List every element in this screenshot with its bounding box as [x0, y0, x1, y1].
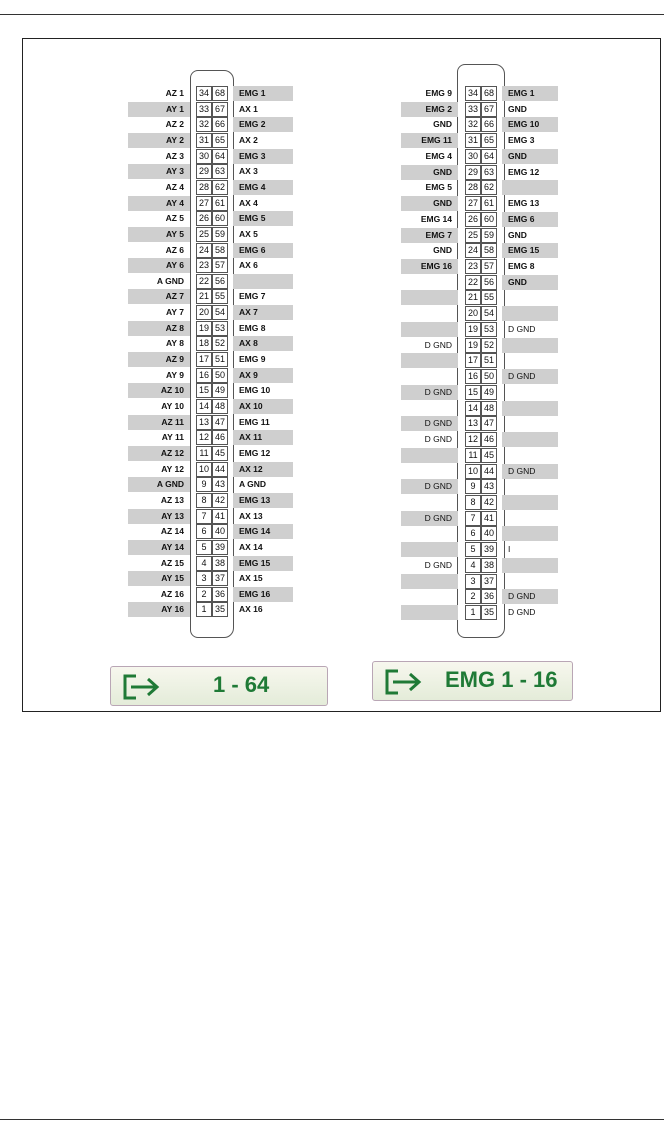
pin-number: 61: [212, 196, 228, 211]
pin-number: 19: [196, 321, 212, 336]
pin-label-left: AZ 11: [128, 415, 190, 430]
pin-number: 66: [481, 117, 497, 132]
pin-label-left: AY 14: [128, 540, 190, 555]
pin-number: 23: [465, 259, 481, 274]
pin-number: 18: [196, 336, 212, 351]
pin-label-right: [502, 432, 558, 447]
pin-label-left: EMG 5: [425, 182, 452, 193]
pin-label-right: EMG 10: [239, 385, 271, 396]
pin-label-right: A GND: [239, 479, 267, 490]
pin-label-left: AY 7: [166, 307, 184, 318]
pin-label-left: AY 13: [128, 509, 190, 524]
pin-number: 35: [212, 602, 228, 617]
pin-number: 56: [481, 275, 497, 290]
pin-number: 38: [481, 558, 497, 573]
pin-label-left: AZ 10: [128, 383, 190, 398]
pin-label-right: AX 9: [233, 368, 293, 383]
pin-label-right: D GND: [502, 464, 558, 479]
pin-number: 55: [481, 290, 497, 305]
pin-label-left: D GND: [424, 559, 452, 570]
pin-label-right: EMG 15: [233, 556, 293, 571]
pin-label-left: AZ 6: [165, 244, 184, 255]
pin-label-right: EMG 10: [502, 117, 558, 132]
footer-rule: [0, 1119, 664, 1120]
pin-number: 65: [481, 133, 497, 148]
pin-number: 9: [465, 479, 481, 494]
pin-label-left: D GND: [401, 479, 458, 494]
pin-number: 58: [481, 243, 497, 258]
pin-number: 15: [465, 385, 481, 400]
pin-label-right: AX 8: [233, 336, 293, 351]
pin-number: 8: [196, 493, 212, 508]
pin-number: 47: [481, 416, 497, 431]
pin-label-right: [502, 353, 558, 368]
pin-number: 25: [465, 228, 481, 243]
pin-label-right: EMG 12: [239, 447, 271, 458]
pin-label-right: EMG 6: [233, 243, 293, 258]
pin-label-right: [502, 479, 558, 494]
pin-number: 10: [196, 462, 212, 477]
badge-left: [110, 666, 328, 706]
pin-number: 2: [465, 589, 481, 604]
pin-label-right: [502, 574, 558, 589]
pin-number: 20: [465, 306, 481, 321]
pin-label-left: AZ 4: [165, 181, 184, 192]
pin-number: 36: [481, 589, 497, 604]
pin-label-left: AY 15: [128, 571, 190, 586]
pin-label-left: [401, 353, 458, 368]
pin-label-left: EMG 11: [401, 133, 458, 148]
pin-number: 48: [481, 401, 497, 416]
pin-label-right: AX 11: [233, 430, 293, 445]
pin-label-left: [401, 542, 458, 557]
pin-number: 7: [196, 509, 212, 524]
pin-label-right: EMG 13: [233, 493, 293, 508]
pin-label-right: D GND: [502, 589, 558, 604]
pin-number: 7: [465, 511, 481, 526]
pin-number: 13: [196, 415, 212, 430]
pin-label-left: AY 8: [166, 338, 184, 349]
pin-label-right: EMG 4: [233, 180, 293, 195]
pin-label-right: [502, 416, 558, 431]
pin-number: 53: [212, 321, 228, 336]
pin-label-right: AX 3: [239, 166, 258, 177]
pin-number: 28: [196, 180, 212, 195]
pin-label-right: I: [508, 544, 511, 555]
pin-label-right: [502, 385, 558, 400]
pin-number: 54: [212, 305, 228, 320]
pin-number: 44: [212, 462, 228, 477]
pin-number: 60: [212, 211, 228, 226]
pin-number: 11: [196, 446, 212, 461]
badge-right: [372, 661, 573, 701]
pin-label-right: EMG 3: [508, 135, 535, 146]
pin-label-left: AY 3: [128, 164, 190, 179]
pin-number: 45: [212, 446, 228, 461]
pin-number: 29: [465, 165, 481, 180]
pin-label-left: D GND: [424, 339, 452, 350]
pin-number: 57: [212, 258, 228, 273]
pin-number: 32: [196, 117, 212, 132]
output-arrow-icon: [383, 668, 427, 696]
pin-number: 51: [481, 353, 497, 368]
pin-number: 14: [465, 401, 481, 416]
pin-number: 52: [212, 336, 228, 351]
pin-label-left: AZ 8: [128, 321, 190, 336]
pin-number: 46: [481, 432, 497, 447]
pin-label-left: EMG 7: [401, 228, 458, 243]
pin-label-right: AX 12: [233, 462, 293, 477]
pin-number: 62: [212, 180, 228, 195]
pin-number: 34: [465, 86, 481, 101]
pin-label-right: EMG 11: [239, 416, 270, 427]
pin-label-left: GND: [433, 245, 452, 256]
output-arrow-icon: [121, 673, 165, 701]
pin-label-right: EMG 1: [502, 86, 558, 101]
pin-label-left: [401, 574, 458, 589]
pin-number: 41: [481, 511, 497, 526]
pin-label-right: [502, 338, 558, 353]
pin-number: 19: [465, 338, 481, 353]
pin-label-left: EMG 16: [401, 259, 458, 274]
pin-number: 27: [196, 196, 212, 211]
pin-label-right: [502, 526, 558, 541]
pin-number: 37: [481, 574, 497, 589]
pin-label-right: AX 6: [239, 260, 258, 271]
pin-number: 6: [465, 526, 481, 541]
pin-number: 59: [481, 228, 497, 243]
pin-label-left: AZ 12: [128, 446, 190, 461]
pin-number: 45: [481, 448, 497, 463]
pin-number: 39: [481, 542, 497, 557]
pin-label-left: [401, 495, 458, 510]
pin-number: 13: [465, 416, 481, 431]
pin-label-left: [401, 589, 458, 604]
pin-label-left: AZ 3: [165, 150, 184, 161]
pin-number: 33: [465, 102, 481, 117]
pin-label-right: EMG 9: [239, 354, 266, 365]
pin-label-left: [401, 369, 458, 384]
pin-label-right: EMG 1: [233, 86, 293, 101]
pin-number: 33: [196, 102, 212, 117]
pin-number: 50: [481, 369, 497, 384]
pin-label-left: AZ 2: [165, 119, 184, 130]
pin-number: 52: [481, 338, 497, 353]
pin-number: 57: [481, 259, 497, 274]
pin-label-left: [401, 448, 458, 463]
pin-label-left: D GND: [401, 385, 458, 400]
pin-number: 50: [212, 368, 228, 383]
pin-label-right: AX 10: [233, 399, 293, 414]
pin-label-right: EMG 15: [502, 243, 558, 258]
pin-label-left: AY 9: [166, 369, 184, 380]
figure-frame: [22, 38, 661, 712]
pin-label-right: AX 2: [239, 134, 258, 145]
pin-label-right: [502, 558, 558, 573]
pin-number: 35: [481, 605, 497, 620]
pin-number: 16: [196, 368, 212, 383]
pin-number: 32: [465, 117, 481, 132]
pin-label-left: AY 16: [128, 602, 190, 617]
badge-right-text: EMG 1 - 16: [445, 667, 558, 692]
pin-label-right: EMG 2: [233, 117, 293, 132]
pin-number: 12: [465, 432, 481, 447]
pin-label-right: AX 13: [239, 510, 263, 521]
pin-label-right: GND: [502, 149, 558, 164]
pin-label-right: D GND: [502, 369, 558, 384]
pin-number: 17: [465, 353, 481, 368]
pin-number: 55: [212, 289, 228, 304]
pin-number: 4: [196, 556, 212, 571]
pin-number: 36: [212, 587, 228, 602]
pin-number: 23: [196, 258, 212, 273]
pin-label-right: AX 14: [239, 541, 263, 552]
pin-number: 68: [481, 86, 497, 101]
pin-number: 53: [481, 322, 497, 337]
pin-label-left: AZ 1: [165, 88, 184, 98]
pin-label-left: [401, 526, 458, 541]
pin-label-right: [502, 448, 558, 463]
pin-number: 63: [481, 165, 497, 180]
pin-number: 28: [465, 180, 481, 195]
pin-label-left: [401, 306, 458, 321]
pin-number: 51: [212, 352, 228, 367]
pin-label-right: AX 16: [239, 604, 263, 615]
pin-number: 12: [196, 430, 212, 445]
pin-label-right: EMG 8: [508, 261, 535, 272]
pin-number: 24: [196, 243, 212, 258]
pin-number: 40: [212, 524, 228, 539]
pin-label-left: [401, 464, 458, 479]
pin-label-right: [502, 290, 558, 305]
pin-label-left: GND: [401, 165, 458, 180]
pin-label-right: EMG 5: [233, 211, 293, 226]
pin-label-right: [502, 495, 558, 510]
pin-label-left: AY 1: [128, 102, 190, 117]
pin-label-right: [502, 401, 558, 416]
pin-label-left: EMG 14: [420, 213, 452, 224]
pin-number: 30: [465, 149, 481, 164]
pin-number: 62: [481, 180, 497, 195]
pin-label-left: GND: [433, 119, 452, 130]
pin-number: 5: [465, 542, 481, 557]
pin-number: 24: [465, 243, 481, 258]
pin-label-left: EMG 4: [425, 150, 452, 161]
pin-number: 64: [481, 149, 497, 164]
pin-number: 44: [481, 464, 497, 479]
pin-label-left: D GND: [424, 434, 452, 445]
pin-number: 27: [465, 196, 481, 211]
pin-label-left: [401, 401, 458, 416]
pin-number: 17: [196, 352, 212, 367]
pin-label-left: AZ 16: [160, 588, 184, 599]
pin-number: 37: [212, 571, 228, 586]
pin-number: 1: [465, 605, 481, 620]
pin-label-right: AX 1: [239, 103, 258, 114]
pin-number: 6: [196, 524, 212, 539]
pin-number: 43: [212, 477, 228, 492]
pin-label-right: EMG 8: [239, 322, 266, 333]
pin-number: 58: [212, 243, 228, 258]
pin-label-right: AX 4: [239, 197, 258, 208]
pin-label-left: GND: [401, 196, 458, 211]
pin-label-right: EMG 7: [239, 291, 266, 302]
pin-number: 42: [481, 495, 497, 510]
pin-number: 68: [212, 86, 228, 101]
pin-number: 46: [212, 430, 228, 445]
pin-number: 65: [212, 133, 228, 148]
pin-number: 49: [481, 385, 497, 400]
pin-number: 26: [196, 211, 212, 226]
pin-label-right: [233, 274, 293, 289]
pin-number: 60: [481, 212, 497, 227]
pin-label-right: D GND: [508, 323, 536, 334]
pin-number: 47: [212, 415, 228, 430]
badge-left-text: 1 - 64: [213, 672, 270, 697]
pin-label-right: D GND: [508, 607, 536, 618]
pin-label-left: AZ 14: [160, 526, 184, 537]
pin-number: 15: [196, 383, 212, 398]
pin-number: 8: [465, 495, 481, 510]
pin-number: 67: [212, 102, 228, 117]
pin-number: 64: [212, 149, 228, 164]
pin-label-left: D GND: [401, 511, 458, 526]
pin-number: 3: [465, 574, 481, 589]
pin-label-right: EMG 13: [508, 198, 540, 209]
pin-number: 19: [465, 322, 481, 337]
pin-number: 4: [465, 558, 481, 573]
pin-label-left: EMG 9: [425, 88, 452, 98]
pin-number: 31: [465, 133, 481, 148]
pin-label-left: AZ 9: [128, 352, 190, 367]
pin-label-left: AZ 13: [160, 494, 184, 505]
pin-number: 25: [196, 227, 212, 242]
pin-number: 14: [196, 399, 212, 414]
pin-label-left: A GND: [128, 477, 190, 492]
pin-label-right: GND: [502, 275, 558, 290]
pin-label-left: AY 10: [161, 401, 184, 411]
pin-label-right: EMG 12: [508, 166, 540, 177]
pin-number: 3: [196, 571, 212, 586]
pin-label-left: AZ 15: [160, 557, 184, 568]
pin-number: 30: [196, 149, 212, 164]
pin-label-right: [502, 180, 558, 195]
pin-number: 2: [196, 587, 212, 602]
header-rule: [0, 14, 664, 15]
pin-label-left: [401, 605, 458, 620]
pin-label-left: AZ 5: [165, 213, 184, 224]
pin-number: 41: [212, 509, 228, 524]
pin-label-right: EMG 16: [233, 587, 293, 602]
pin-number: 9: [196, 477, 212, 492]
pin-label-left: AY 11: [161, 432, 184, 443]
pin-label-left: AY 4: [128, 196, 190, 211]
pin-number: 40: [481, 526, 497, 541]
pin-number: 54: [481, 306, 497, 321]
pin-label-right: AX 15: [239, 573, 263, 584]
pin-label-left: A GND: [156, 275, 184, 286]
pin-number: 38: [212, 556, 228, 571]
pin-number: 61: [481, 196, 497, 211]
pin-label-right: AX 7: [233, 305, 293, 320]
pin-number: 26: [465, 212, 481, 227]
pin-number: 29: [196, 164, 212, 179]
pin-label-left: AY 6: [128, 258, 190, 273]
pin-label-left: AY 5: [128, 227, 190, 242]
pin-number: 42: [212, 493, 228, 508]
pin-number: 63: [212, 164, 228, 179]
pin-number: 67: [481, 102, 497, 117]
pin-label-right: GND: [508, 229, 527, 240]
pin-number: 43: [481, 479, 497, 494]
pin-label-left: [401, 290, 458, 305]
pin-number: 21: [196, 289, 212, 304]
pin-label-right: AX 5: [239, 228, 258, 239]
pin-label-right: GND: [508, 103, 527, 114]
pin-number: 49: [212, 383, 228, 398]
pin-label-right: EMG 14: [233, 524, 293, 539]
pin-number: 5: [196, 540, 212, 555]
pin-number: 11: [465, 448, 481, 463]
pin-label-right: EMG 3: [233, 149, 293, 164]
pin-number: 31: [196, 133, 212, 148]
pin-number: 48: [212, 399, 228, 414]
pin-number: 66: [212, 117, 228, 132]
pin-number: 21: [465, 290, 481, 305]
pin-label-left: D GND: [401, 416, 458, 431]
pin-label-left: [401, 322, 458, 337]
pin-label-left: EMG 2: [401, 102, 458, 117]
pin-label-left: [401, 275, 458, 290]
pin-number: 22: [196, 274, 212, 289]
pin-number: 59: [212, 227, 228, 242]
pin-number: 34: [196, 86, 212, 101]
pin-label-left: AY 2: [128, 133, 190, 148]
pin-number: 22: [465, 275, 481, 290]
pin-number: 10: [465, 464, 481, 479]
pin-label-left: AY 12: [161, 463, 184, 474]
pin-number: 39: [212, 540, 228, 555]
pin-label-left: AZ 7: [128, 289, 190, 304]
pin-label-right: EMG 6: [502, 212, 558, 227]
pin-number: 16: [465, 369, 481, 384]
pin-number: 20: [196, 305, 212, 320]
pin-label-right: [502, 511, 558, 526]
pin-number: 1: [196, 602, 212, 617]
pin-number: 56: [212, 274, 228, 289]
pin-label-right: [502, 306, 558, 321]
